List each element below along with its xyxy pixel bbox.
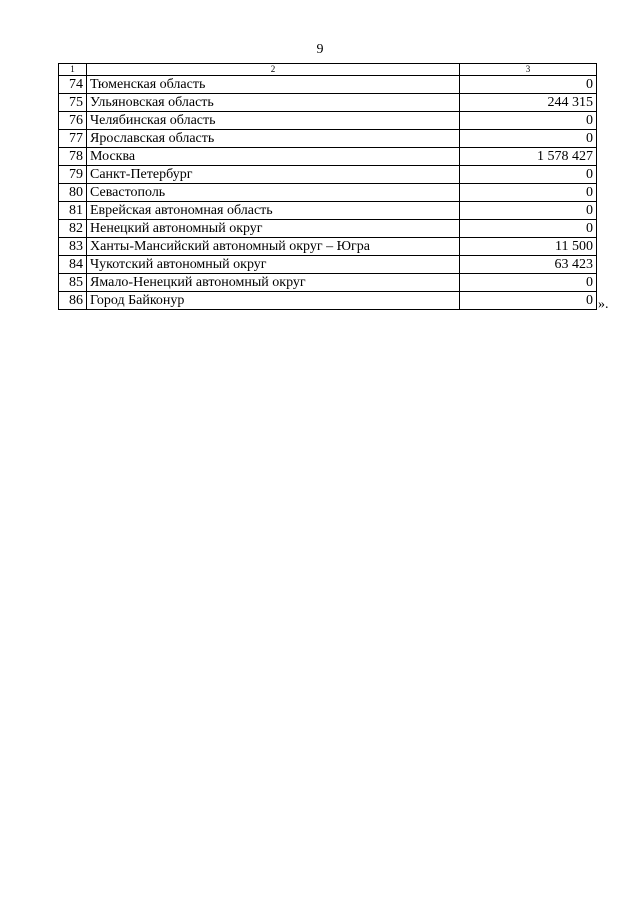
- region-name: Тюменская область: [87, 76, 460, 94]
- table-row: [59, 76, 597, 94]
- row-number: 80: [59, 184, 87, 202]
- region-name: Ханты-Мансийский автономный округ – Югра: [87, 238, 460, 256]
- region-name: Севастополь: [87, 184, 460, 202]
- region-name: Челябинская область: [87, 112, 460, 130]
- allocation-value: 11 500: [460, 238, 597, 256]
- row-number: 86: [59, 292, 87, 310]
- region-name: Ярославская область: [87, 130, 460, 148]
- allocation-value: 0: [460, 112, 597, 130]
- allocation-value: 0: [460, 220, 597, 238]
- allocation-value: 0: [460, 76, 597, 94]
- region-name: Ямало-Ненецкий автономный округ: [87, 274, 460, 292]
- region-name: Санкт-Петербург: [87, 166, 460, 184]
- row-number: 79: [59, 166, 87, 184]
- table-row: [59, 94, 597, 112]
- allocation-table: [58, 63, 597, 310]
- row-number: 78: [59, 148, 87, 166]
- table-row: [59, 238, 597, 256]
- table-row: [59, 166, 597, 184]
- row-number: 76: [59, 112, 87, 130]
- table-row: [59, 112, 597, 130]
- region-name: Еврейская автономная область: [87, 202, 460, 220]
- region-name: Ульяновская область: [87, 94, 460, 112]
- allocation-value: 0: [460, 292, 597, 310]
- allocation-value: 0: [460, 274, 597, 292]
- column-header-1: 1: [59, 64, 87, 76]
- row-number: 77: [59, 130, 87, 148]
- allocation-value: 0: [460, 184, 597, 202]
- closing-quote-mark: ».: [598, 297, 609, 312]
- allocation-value: 244 315: [460, 94, 597, 112]
- region-name: Город Байконур: [87, 292, 460, 310]
- table-row: [59, 256, 597, 274]
- table-row: [59, 202, 597, 220]
- table-header-row: [59, 64, 597, 76]
- page-number: 9: [316, 42, 324, 57]
- allocation-value: 0: [460, 130, 597, 148]
- table-row: [59, 274, 597, 292]
- allocation-value: 0: [460, 166, 597, 184]
- row-number: 81: [59, 202, 87, 220]
- region-name: Москва: [87, 148, 460, 166]
- table-row: [59, 292, 597, 310]
- table-row: [59, 220, 597, 238]
- table-row: [59, 148, 597, 166]
- column-header-2: 2: [87, 64, 460, 76]
- row-number: 82: [59, 220, 87, 238]
- column-header-3: 3: [460, 64, 597, 76]
- table-row: [59, 130, 597, 148]
- allocation-value: 0: [460, 202, 597, 220]
- row-number: 74: [59, 76, 87, 94]
- region-name: Чукотский автономный округ: [87, 256, 460, 274]
- row-number: 75: [59, 94, 87, 112]
- row-number: 84: [59, 256, 87, 274]
- allocation-value: 63 423: [460, 256, 597, 274]
- region-name: Ненецкий автономный округ: [87, 220, 460, 238]
- allocation-value: 1 578 427: [460, 148, 597, 166]
- row-number: 83: [59, 238, 87, 256]
- row-number: 85: [59, 274, 87, 292]
- table-row: [59, 184, 597, 202]
